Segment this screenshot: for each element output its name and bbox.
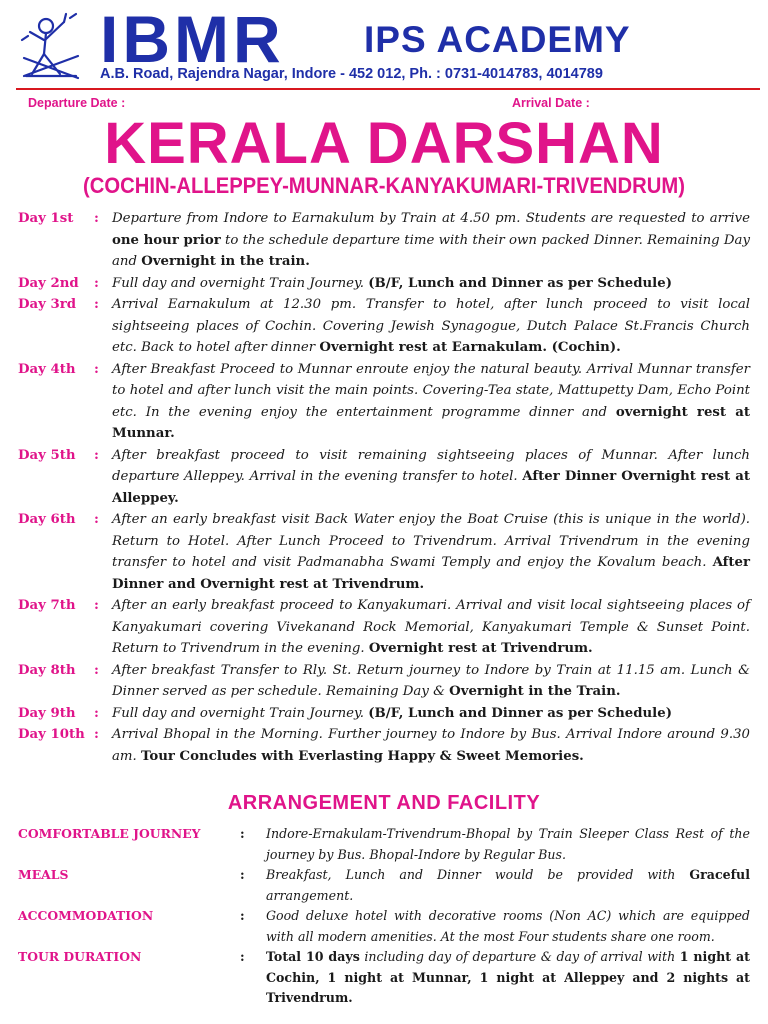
itinerary-row: [18, 273, 750, 295]
day-label: Day 10th: [18, 727, 85, 742]
itinerary-row: [18, 208, 750, 273]
facility-text-segment: including day of departure & day of arrival with: [359, 949, 680, 964]
day-text-segment: After breakfast proceed to visit remaining sightseeing places of Munnar. After lunch departure Alleppey. Arrival in the evening transfer to hotel.: [112, 447, 750, 484]
day-label: Day 2nd: [18, 275, 79, 291]
itinerary-row: [18, 509, 750, 595]
day-separator: :: [94, 512, 99, 527]
day-label: Day 1st: [18, 211, 74, 226]
day-text-bold: overnight rest at Munnar.: [112, 404, 750, 441]
facility-text-segment: Breakfast, Lunch and Dinner would be provided with: [266, 867, 690, 882]
header-divider: [16, 88, 760, 90]
facility-text-bold: Graceful: [689, 867, 750, 882]
day-description: [112, 359, 750, 445]
day-label: Day 5th: [18, 447, 76, 463]
day-text-bold: one hour prior: [112, 232, 221, 248]
day-text-bold: (B/F, Lunch and Dinner as per Schedule): [368, 275, 672, 291]
itinerary-row: [18, 294, 750, 359]
day-separator: :: [94, 297, 99, 312]
day-label: Day 3rd: [18, 297, 77, 312]
day-text-bold: After Dinner Overnight rest at Alleppey.: [112, 469, 750, 506]
page-subtitle: (COCHIN-ALLEPPEY-MUNNAR-KANYAKUMARI-TRIVENDRUM): [83, 173, 685, 198]
arrangement-heading: ARRANGEMENT AND FACILITY: [227, 792, 541, 814]
brand-name: IBMR: [100, 2, 285, 76]
header: [0, 0, 768, 90]
day-label: Day 9th: [18, 705, 76, 721]
day-separator: :: [94, 705, 99, 721]
day-separator: :: [94, 447, 99, 463]
day-description: [112, 595, 750, 660]
facility-row: [18, 865, 750, 906]
itinerary-row: [18, 724, 750, 767]
day-text-segment: to the schedule departure time with their own packed Dinner. Remaining Day and: [112, 232, 750, 269]
day-description: [112, 724, 750, 767]
facility-row: [18, 947, 750, 1009]
arrival-date-label: Arrival Date :: [512, 96, 590, 110]
facility-text-segment: arrangement.: [266, 887, 354, 903]
itinerary-row: [18, 703, 750, 725]
day-separator: :: [94, 662, 99, 678]
day-text-bold: (B/F, Lunch and Dinner as per Schedule): [368, 705, 672, 721]
day-text-bold: Tour Concludes with Everlasting Happy & Sweet Memories.: [141, 748, 584, 764]
day-description: [112, 294, 750, 359]
day-description: [112, 703, 750, 725]
day-label: Day 8th: [18, 662, 76, 678]
facility-separator: :: [240, 867, 245, 882]
day-text-bold: After Dinner and Overnight rest at Trivendrum.: [112, 555, 750, 592]
departure-date-label: Departure Date :: [28, 96, 126, 110]
day-text-segment: Arrival Earnakulum at 12.30 pm. Transfer to hotel, after lunch proceed to visit local sightseeing places of Cochin. Covering Jewish Synagogue, Dutch Palace St.Francis Church etc. Back to hotel after dinner: [112, 297, 750, 355]
facility-text-bold: Total 10 days: [266, 949, 360, 964]
day-label: Day 4th: [18, 361, 76, 377]
day-separator: :: [94, 598, 99, 613]
day-description: [112, 273, 750, 295]
scholar-logo-icon: [20, 10, 82, 82]
facility-separator: :: [240, 949, 245, 964]
facility-label: TOUR DURATION: [18, 949, 142, 964]
facility-description: [266, 906, 750, 947]
itinerary-row: [18, 445, 750, 510]
itinerary-row: [18, 359, 750, 445]
facility-separator: :: [240, 826, 245, 841]
day-description: [112, 509, 750, 595]
facility-label: COMFORTABLE JOURNEY: [18, 826, 201, 841]
day-text-segment: Full day and overnight Train Journey.: [112, 275, 369, 291]
facility-list: [18, 824, 750, 1009]
itinerary-list: [18, 208, 750, 767]
day-description: [112, 208, 750, 273]
facility-separator: :: [240, 908, 245, 923]
day-text-segment: After an early breakfast visit Back Water enjoy the Boat Cruise (this is unique in the world). Return to Hotel. After Lunch Proceed to Trivendrum. Arrival Trivendrum in the evening transfer to hotel and visit Padmanabha Swami Temply and enjoy the Kovalum beach.: [112, 512, 750, 570]
facility-description: [266, 947, 750, 1009]
facility-label: ACCOMMODATION: [18, 908, 154, 923]
day-separator: :: [94, 361, 99, 377]
day-text-segment: After breakfast Transfer to Rly. St. Return journey to Indore by Train at 11.15 am. Lunch & Dinner served as per schedule. Remaining Day &: [112, 662, 750, 699]
address-line: A.B. Road, Rajendra Nagar, Indore - 452 012, Ph. : 0731-4014783, 4014789: [100, 66, 603, 82]
day-text-segment: Full day and overnight Train Journey.: [112, 705, 369, 721]
day-description: [112, 660, 750, 703]
facility-row: [18, 824, 750, 865]
academy-name: IPS ACADEMY: [364, 19, 631, 60]
day-text-segment: Departure from Indore to Earnakulum by Train at 4.50 pm. Students are requested to arrive: [112, 211, 750, 226]
facility-label: MEALS: [18, 867, 69, 882]
day-text-segment: After Breakfast Proceed to Munnar enroute enjoy the natural beauty. Arrival Munnar transfer to hotel and after lunch visit the main points. Covering-Tea state, Mattupetty Dam, Echo Point etc. In the evening enjoy the entertainment programme dinner and: [112, 361, 750, 420]
facility-text-segment: Indore-Ernakulam-Trivendrum-Bhopal by Train Sleeper Class Rest of the journey by Bus. Bhopal-Indore by Regular Bus.: [266, 826, 750, 862]
day-label: Day 6th: [18, 512, 76, 527]
day-text-bold: Overnight rest at Earnakulam. (Cochin).: [319, 340, 621, 355]
facility-description: [266, 824, 750, 865]
day-text-bold: Overnight in the Train.: [449, 684, 621, 699]
day-text-segment: After an early breakfast proceed to Kanyakumari. Arrival and visit local sightseeing places of Kanyakumari covering Vivekanand Rock Memorial, Kanyakumari Temple & Sunset Point. Return to Trivendrum in the evening.: [112, 598, 750, 656]
day-text-bold: Overnight in the train.: [141, 254, 310, 269]
itinerary-row: [18, 660, 750, 703]
page-title: KERALA DARSHAN: [104, 111, 664, 176]
facility-text-bold: 1 night at Cochin, 1 night at Munnar, 1 night at Alleppey and 2 nights at Trivendrum.: [266, 949, 750, 1005]
day-description: [112, 445, 750, 510]
day-separator: :: [94, 727, 99, 742]
day-label: Day 7th: [18, 598, 76, 613]
day-text-bold: Overnight rest at Trivendrum.: [368, 641, 593, 656]
day-separator: :: [94, 211, 99, 226]
facility-description: [266, 865, 750, 906]
facility-text-segment: Good deluxe hotel with decorative rooms (Non AC) which are equipped with all modern amenities. At the most Four students share one room.: [266, 908, 750, 944]
itinerary-row: [18, 595, 750, 660]
day-separator: :: [94, 275, 99, 291]
facility-row: [18, 906, 750, 947]
day-text-segment: Arrival Bhopal in the Morning. Further journey to Indore by Bus. Arrival Indore around 9.30 am.: [112, 727, 750, 764]
